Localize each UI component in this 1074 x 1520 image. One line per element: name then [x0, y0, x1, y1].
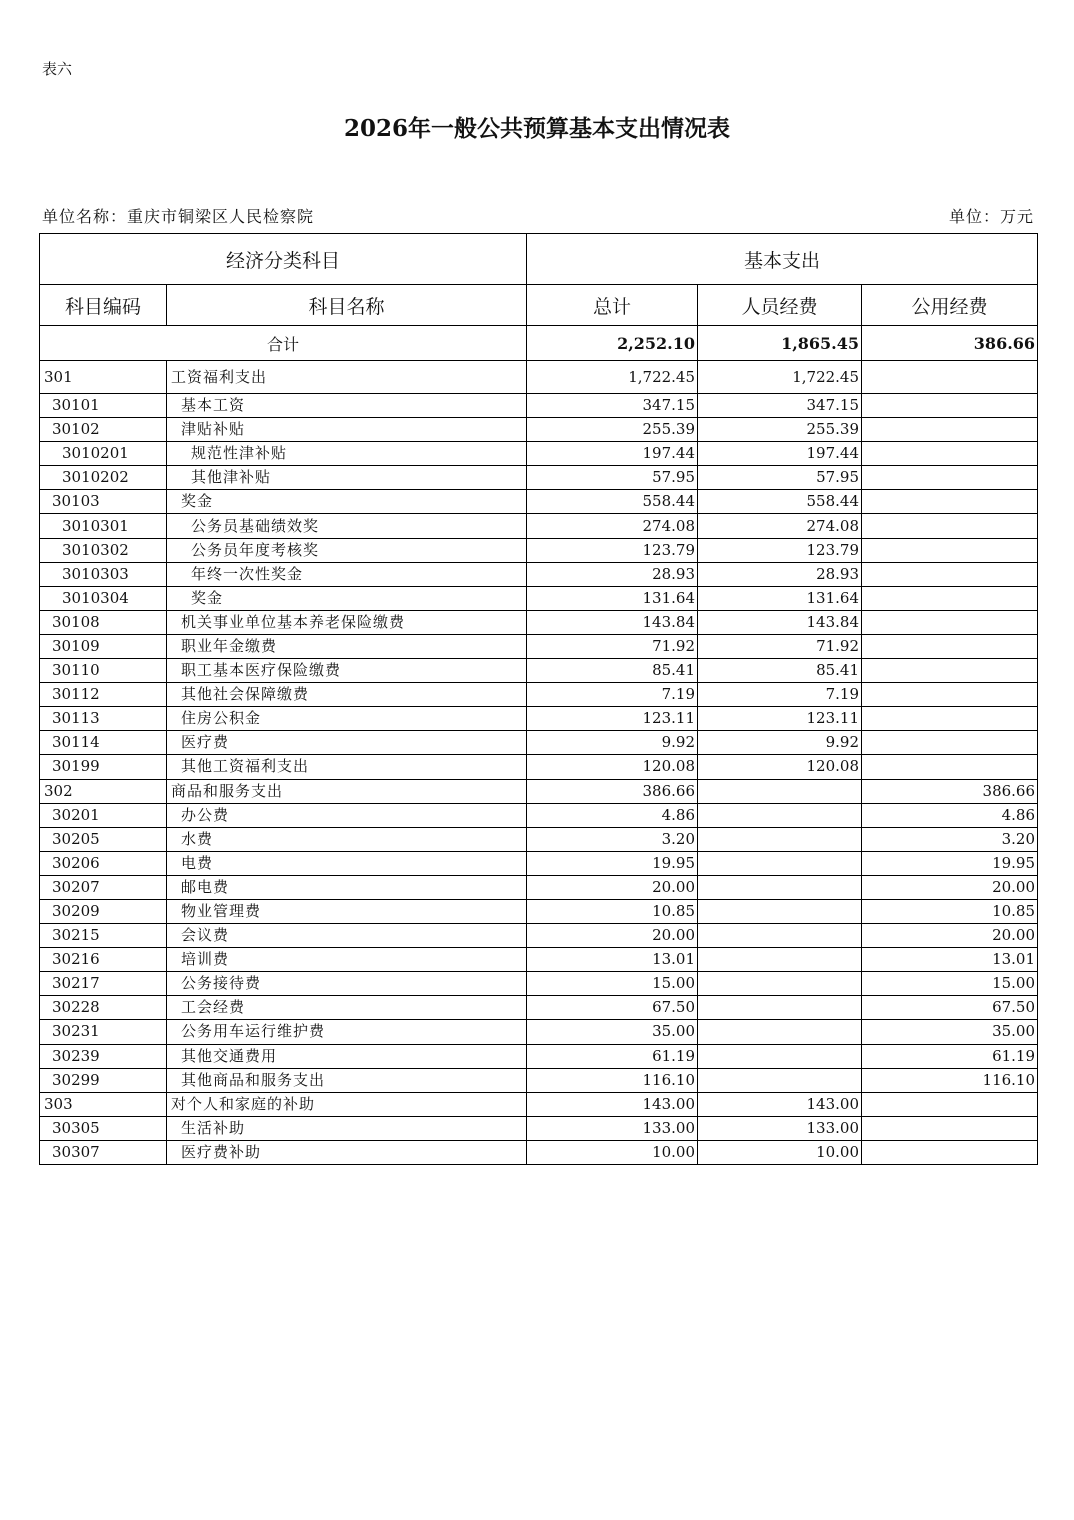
budget-table: [39, 233, 1038, 1165]
currency-unit: 单位：万元: [948, 207, 1034, 226]
table-row: [40, 972, 1038, 996]
row-code: 30228: [40, 996, 167, 1020]
row-personnel: 123.11: [698, 707, 862, 731]
row-code: 30112: [40, 683, 167, 707]
row-total: 274.08: [527, 514, 698, 538]
row-name: 基本工资: [167, 394, 527, 418]
row-code: 3010202: [40, 466, 167, 490]
row-code: 30217: [40, 972, 167, 996]
row-code: 30206: [40, 851, 167, 875]
unit-name: 单位名称：重庆市铜梁区人民检察院: [42, 207, 315, 226]
row-public: [862, 361, 1038, 394]
row-name: 奖金: [167, 586, 527, 610]
table-row: [40, 948, 1038, 972]
row-personnel: 10.00: [698, 1140, 862, 1164]
row-code: 30231: [40, 1020, 167, 1044]
row-public: [862, 562, 1038, 586]
row-personnel: 143.00: [698, 1092, 862, 1116]
row-public: 61.19: [862, 1044, 1038, 1068]
row-public: [862, 634, 1038, 658]
row-total: 57.95: [527, 466, 698, 490]
row-total: 85.41: [527, 659, 698, 683]
row-name: 公务员年度考核奖: [167, 538, 527, 562]
table-row: [40, 361, 1038, 394]
header-economic-classification: 经济分类科目: [40, 234, 527, 285]
row-public: 20.00: [862, 875, 1038, 899]
table-row: [40, 490, 1038, 514]
row-personnel: 9.92: [698, 731, 862, 755]
row-public: 19.95: [862, 851, 1038, 875]
table-row: [40, 875, 1038, 899]
row-code: 3010303: [40, 562, 167, 586]
total-personnel: 1,865.45: [698, 326, 862, 361]
row-name: 津贴补贴: [167, 418, 527, 442]
row-code: 30102: [40, 418, 167, 442]
row-code: 30205: [40, 827, 167, 851]
header-personnel: 人员经费: [698, 285, 862, 326]
row-total: 116.10: [527, 1068, 698, 1092]
row-personnel: 7.19: [698, 683, 862, 707]
row-name: 职工基本医疗保险缴费: [167, 659, 527, 683]
row-public: [862, 707, 1038, 731]
row-total: 4.86: [527, 803, 698, 827]
row-name: 规范性津补贴: [167, 442, 527, 466]
table-row: [40, 827, 1038, 851]
row-total: 19.95: [527, 851, 698, 875]
table-row: [40, 996, 1038, 1020]
row-personnel: 123.79: [698, 538, 862, 562]
row-public: [862, 466, 1038, 490]
row-total: 3.20: [527, 827, 698, 851]
row-code: 30201: [40, 803, 167, 827]
row-code: 3010301: [40, 514, 167, 538]
row-name: 工资福利支出: [167, 361, 527, 394]
row-name: 工会经费: [167, 996, 527, 1020]
row-total: 1,722.45: [527, 361, 698, 394]
row-code: 30114: [40, 731, 167, 755]
row-name: 商品和服务支出: [167, 779, 527, 803]
row-code: 302: [40, 779, 167, 803]
table-row: [40, 514, 1038, 538]
row-public: 13.01: [862, 948, 1038, 972]
row-personnel: [698, 948, 862, 972]
row-name: 公务员基础绩效奖: [167, 514, 527, 538]
row-code: 30207: [40, 875, 167, 899]
row-code: 30199: [40, 755, 167, 779]
row-name: 其他社会保障缴费: [167, 683, 527, 707]
row-public: [862, 442, 1038, 466]
table-body: [40, 361, 1038, 1165]
row-personnel: [698, 875, 862, 899]
row-personnel: 255.39: [698, 418, 862, 442]
row-name: 职业年金缴费: [167, 634, 527, 658]
row-total: 120.08: [527, 755, 698, 779]
row-total: 13.01: [527, 948, 698, 972]
header-public: 公用经费: [862, 285, 1038, 326]
row-personnel: 347.15: [698, 394, 862, 418]
table-row: [40, 755, 1038, 779]
row-personnel: 85.41: [698, 659, 862, 683]
row-name: 会议费: [167, 924, 527, 948]
row-total: 67.50: [527, 996, 698, 1020]
header-name: 科目名称: [167, 285, 527, 326]
row-public: 15.00: [862, 972, 1038, 996]
table-row: [40, 562, 1038, 586]
row-name: 水费: [167, 827, 527, 851]
row-name: 对个人和家庭的补助: [167, 1092, 527, 1116]
row-name: 电费: [167, 851, 527, 875]
row-total: 15.00: [527, 972, 698, 996]
table-row: [40, 924, 1038, 948]
table-row: [40, 1044, 1038, 1068]
row-name: 住房公积金: [167, 707, 527, 731]
table-row: [40, 442, 1038, 466]
row-code: 3010201: [40, 442, 167, 466]
row-public: [862, 490, 1038, 514]
row-public: [862, 755, 1038, 779]
row-code: 30216: [40, 948, 167, 972]
row-public: [862, 610, 1038, 634]
row-public: 35.00: [862, 1020, 1038, 1044]
row-personnel: [698, 899, 862, 923]
row-public: [862, 538, 1038, 562]
row-total: 347.15: [527, 394, 698, 418]
row-code: 30299: [40, 1068, 167, 1092]
row-public: [862, 1092, 1038, 1116]
row-code: 30109: [40, 634, 167, 658]
row-code: 30209: [40, 899, 167, 923]
row-public: 20.00: [862, 924, 1038, 948]
table-row: [40, 466, 1038, 490]
table-row: [40, 1020, 1038, 1044]
table-row: [40, 731, 1038, 755]
row-total: 143.00: [527, 1092, 698, 1116]
row-personnel: 197.44: [698, 442, 862, 466]
row-personnel: 274.08: [698, 514, 862, 538]
total-public: 386.66: [862, 326, 1038, 361]
row-public: [862, 1116, 1038, 1140]
row-name: 公务用车运行维护费: [167, 1020, 527, 1044]
row-personnel: [698, 924, 862, 948]
row-public: 10.85: [862, 899, 1038, 923]
row-personnel: 131.64: [698, 586, 862, 610]
row-total: 7.19: [527, 683, 698, 707]
row-total: 71.92: [527, 634, 698, 658]
table-label: 表六: [42, 60, 73, 78]
table-row: [40, 394, 1038, 418]
row-name: 邮电费: [167, 875, 527, 899]
row-name: 机关事业单位基本养老保险缴费: [167, 610, 527, 634]
row-total: 20.00: [527, 924, 698, 948]
row-public: [862, 683, 1038, 707]
table-row: [40, 803, 1038, 827]
table-row: [40, 610, 1038, 634]
table-row: [40, 1092, 1038, 1116]
row-total: 123.79: [527, 538, 698, 562]
row-personnel: [698, 803, 862, 827]
row-name: 公务接待费: [167, 972, 527, 996]
row-personnel: [698, 1044, 862, 1068]
table-row: [40, 418, 1038, 442]
row-personnel: [698, 996, 862, 1020]
row-public: 386.66: [862, 779, 1038, 803]
row-personnel: 57.95: [698, 466, 862, 490]
total-sum: 2,252.10: [527, 326, 698, 361]
row-personnel: 71.92: [698, 634, 862, 658]
row-code: 3010304: [40, 586, 167, 610]
row-total: 28.93: [527, 562, 698, 586]
row-personnel: [698, 827, 862, 851]
row-code: 303: [40, 1092, 167, 1116]
row-public: [862, 659, 1038, 683]
table-row: [40, 851, 1038, 875]
row-code: 30101: [40, 394, 167, 418]
row-personnel: 28.93: [698, 562, 862, 586]
row-name: 医疗费: [167, 731, 527, 755]
table-row: [40, 1140, 1038, 1164]
table-row: [40, 683, 1038, 707]
row-total: 386.66: [527, 779, 698, 803]
row-total: 143.84: [527, 610, 698, 634]
row-code: 30239: [40, 1044, 167, 1068]
row-public: [862, 394, 1038, 418]
row-total: 10.85: [527, 899, 698, 923]
row-personnel: [698, 1020, 862, 1044]
table-row: [40, 707, 1038, 731]
table-row: [40, 1068, 1038, 1092]
row-public: [862, 731, 1038, 755]
table-row: [40, 899, 1038, 923]
table-row: [40, 1116, 1038, 1140]
row-name: 年终一次性奖金: [167, 562, 527, 586]
row-total: 255.39: [527, 418, 698, 442]
row-code: 301: [40, 361, 167, 394]
row-total: 35.00: [527, 1020, 698, 1044]
row-total: 10.00: [527, 1140, 698, 1164]
row-code: 30103: [40, 490, 167, 514]
row-total: 9.92: [527, 731, 698, 755]
row-personnel: [698, 851, 862, 875]
row-name: 其他商品和服务支出: [167, 1068, 527, 1092]
total-label: 合计: [40, 326, 527, 361]
row-name: 培训费: [167, 948, 527, 972]
row-public: [862, 514, 1038, 538]
table-row: [40, 586, 1038, 610]
row-public: 67.50: [862, 996, 1038, 1020]
row-name: 办公费: [167, 803, 527, 827]
row-name: 医疗费补助: [167, 1140, 527, 1164]
row-total: 133.00: [527, 1116, 698, 1140]
row-public: 4.86: [862, 803, 1038, 827]
row-total: 123.11: [527, 707, 698, 731]
row-personnel: [698, 972, 862, 996]
row-total: 131.64: [527, 586, 698, 610]
row-personnel: 133.00: [698, 1116, 862, 1140]
header-code: 科目编码: [40, 285, 167, 326]
row-total: 197.44: [527, 442, 698, 466]
table-row: [40, 659, 1038, 683]
row-code: 30305: [40, 1116, 167, 1140]
row-name: 奖金: [167, 490, 527, 514]
page-title: 2026年一般公共预算基本支出情况表: [343, 115, 730, 142]
row-name: 其他津补贴: [167, 466, 527, 490]
row-public: [862, 586, 1038, 610]
row-name: 物业管理费: [167, 899, 527, 923]
row-name: 生活补助: [167, 1116, 527, 1140]
row-public: 3.20: [862, 827, 1038, 851]
row-code: 30108: [40, 610, 167, 634]
row-personnel: 143.84: [698, 610, 862, 634]
table-row: [40, 779, 1038, 803]
row-personnel: 558.44: [698, 490, 862, 514]
row-code: 30215: [40, 924, 167, 948]
row-code: 30113: [40, 707, 167, 731]
row-personnel: 120.08: [698, 755, 862, 779]
header-total: 总计: [527, 285, 698, 326]
row-code: 30110: [40, 659, 167, 683]
table-row: [40, 538, 1038, 562]
row-code: 30307: [40, 1140, 167, 1164]
table-row: [40, 634, 1038, 658]
row-code: 3010302: [40, 538, 167, 562]
row-personnel: 1,722.45: [698, 361, 862, 394]
header-basic-expenditure: 基本支出: [527, 234, 1038, 285]
row-personnel: [698, 1068, 862, 1092]
row-public: [862, 418, 1038, 442]
row-name: 其他工资福利支出: [167, 755, 527, 779]
row-personnel: [698, 779, 862, 803]
row-name: 其他交通费用: [167, 1044, 527, 1068]
row-total: 558.44: [527, 490, 698, 514]
row-total: 20.00: [527, 875, 698, 899]
row-public: 116.10: [862, 1068, 1038, 1092]
row-total: 61.19: [527, 1044, 698, 1068]
row-public: [862, 1140, 1038, 1164]
